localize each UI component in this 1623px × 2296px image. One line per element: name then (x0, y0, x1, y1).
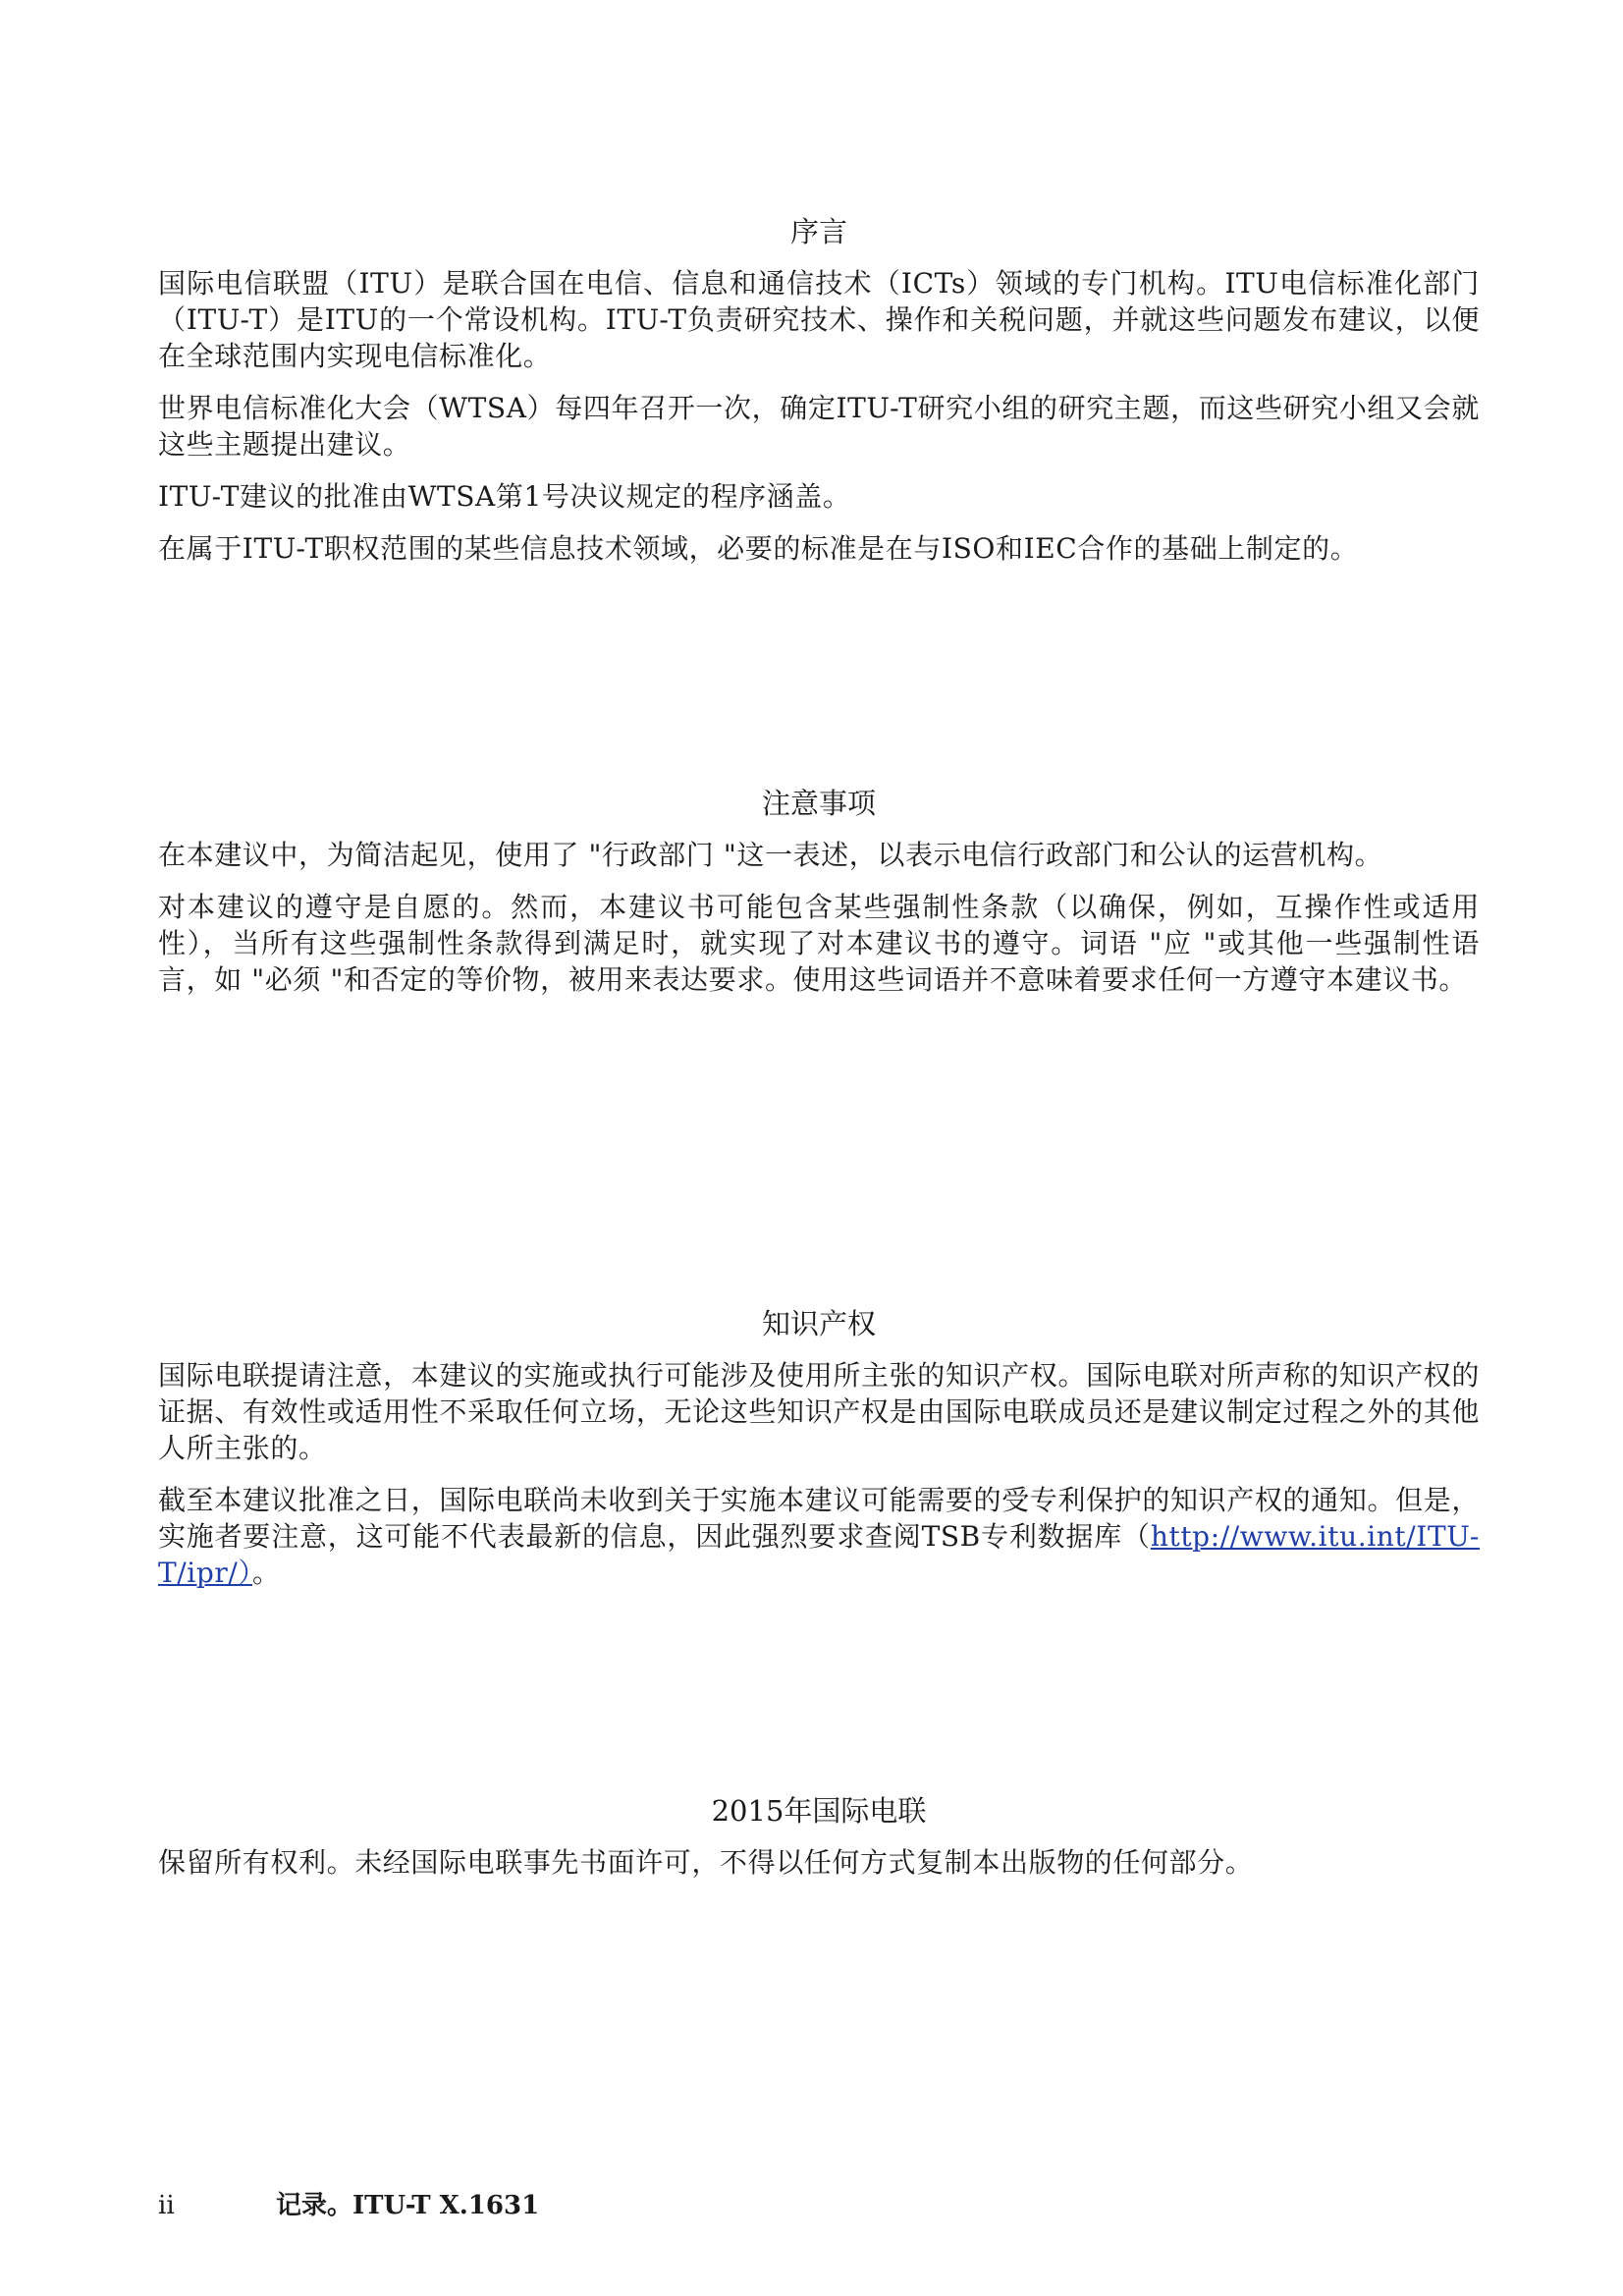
notice-section (158, 786, 1480, 1013)
foreword-paragraph: ITU-T建议的批准由WTSA第1号决议规定的程序涵盖。 (158, 480, 851, 513)
ipr-heading: 知识产权 (761, 1307, 876, 1340)
ipr-paragraph: 国际电联提请注意，本建议的实施或执行可能涉及使用所主张的知识产权。国际电联对所声称的知识产权的证据、有效性或适用性不采取任何立场，无论这些知识产权是由国际电联成员还是建议制定过程之外的其他人所主张的。 (158, 1359, 1480, 1464)
notice-paragraph: 在本建议中，为简洁起见，使用了 "行政部门 "这一表述，以表示电信行政部门和公认的运营机构。 (158, 839, 1383, 871)
copyright-paragraph: 保留所有权利。未经国际电联事先书面许可，不得以任何方式复制本出版物的任何部分。 (158, 1846, 1254, 1879)
foreword-paragraph: 世界电信标准化大会（WTSA）每四年召开一次，确定ITU-T研究小组的研究主题，而这些研究小组又会就这些主题提出建议。 (158, 392, 1480, 461)
ipr-section (158, 1306, 1480, 1607)
foreword-section (158, 214, 1480, 582)
ipr-paragraph-text: 截至本建议批准之日，国际电联尚未收到关于实施本建议可能需要的受专利保护的知识产权的通知。但是，实施者要注意，这可能不代表最新的信息，因此强烈要求查阅TSB专利数据库（ (158, 1484, 1480, 1553)
document-id: 记录。ITU-T X.1631 (276, 2191, 540, 2220)
notice-heading: 注意事项 (761, 787, 876, 820)
foreword-paragraph: 国际电信联盟（ITU）是联合国在电信、信息和通信技术（ICTs）领域的专门机构。ITU电信标准化部门（ITU-T）是ITU的一个常设机构。ITU-T负责研究技术、操作和关税问题，并就这些问题发布建议，以便在全球范围内实现电信标准化。 (158, 267, 1480, 372)
foreword-paragraph: 在属于ITU-T职权范围的某些信息技术领域，必要的标准是在与ISO和IEC合作的基础上制定的。 (158, 532, 1359, 565)
copyright-heading: 2015年国际电联 (711, 1794, 927, 1828)
foreword-heading: 序言 (789, 215, 847, 248)
page-footer (158, 2190, 539, 2221)
ipr-paragraph-end: 。 (252, 1557, 281, 1589)
copyright-section (158, 1793, 1480, 1896)
notice-paragraph: 对本建议的遵守是自愿的。然而，本建议书可能包含某些强制性条款（以确保，例如，互操作性或适用性），当所有这些强制性条款得到满足时，就实现了对本建议书的遵守。词语 "应 "或其他一些强制性语言，如 "必须 "和否定的等价物，被用来表达要求。使用这些词语并不意味着要求任何一方遵守本建议书。 (158, 891, 1480, 996)
page-number: ii (158, 2191, 175, 2220)
ipr-paragraph (158, 1482, 1480, 1591)
tsb-patent-database-link[interactable]: http://www.itu.int/ITU-T/ipr/） (158, 1520, 1480, 1589)
